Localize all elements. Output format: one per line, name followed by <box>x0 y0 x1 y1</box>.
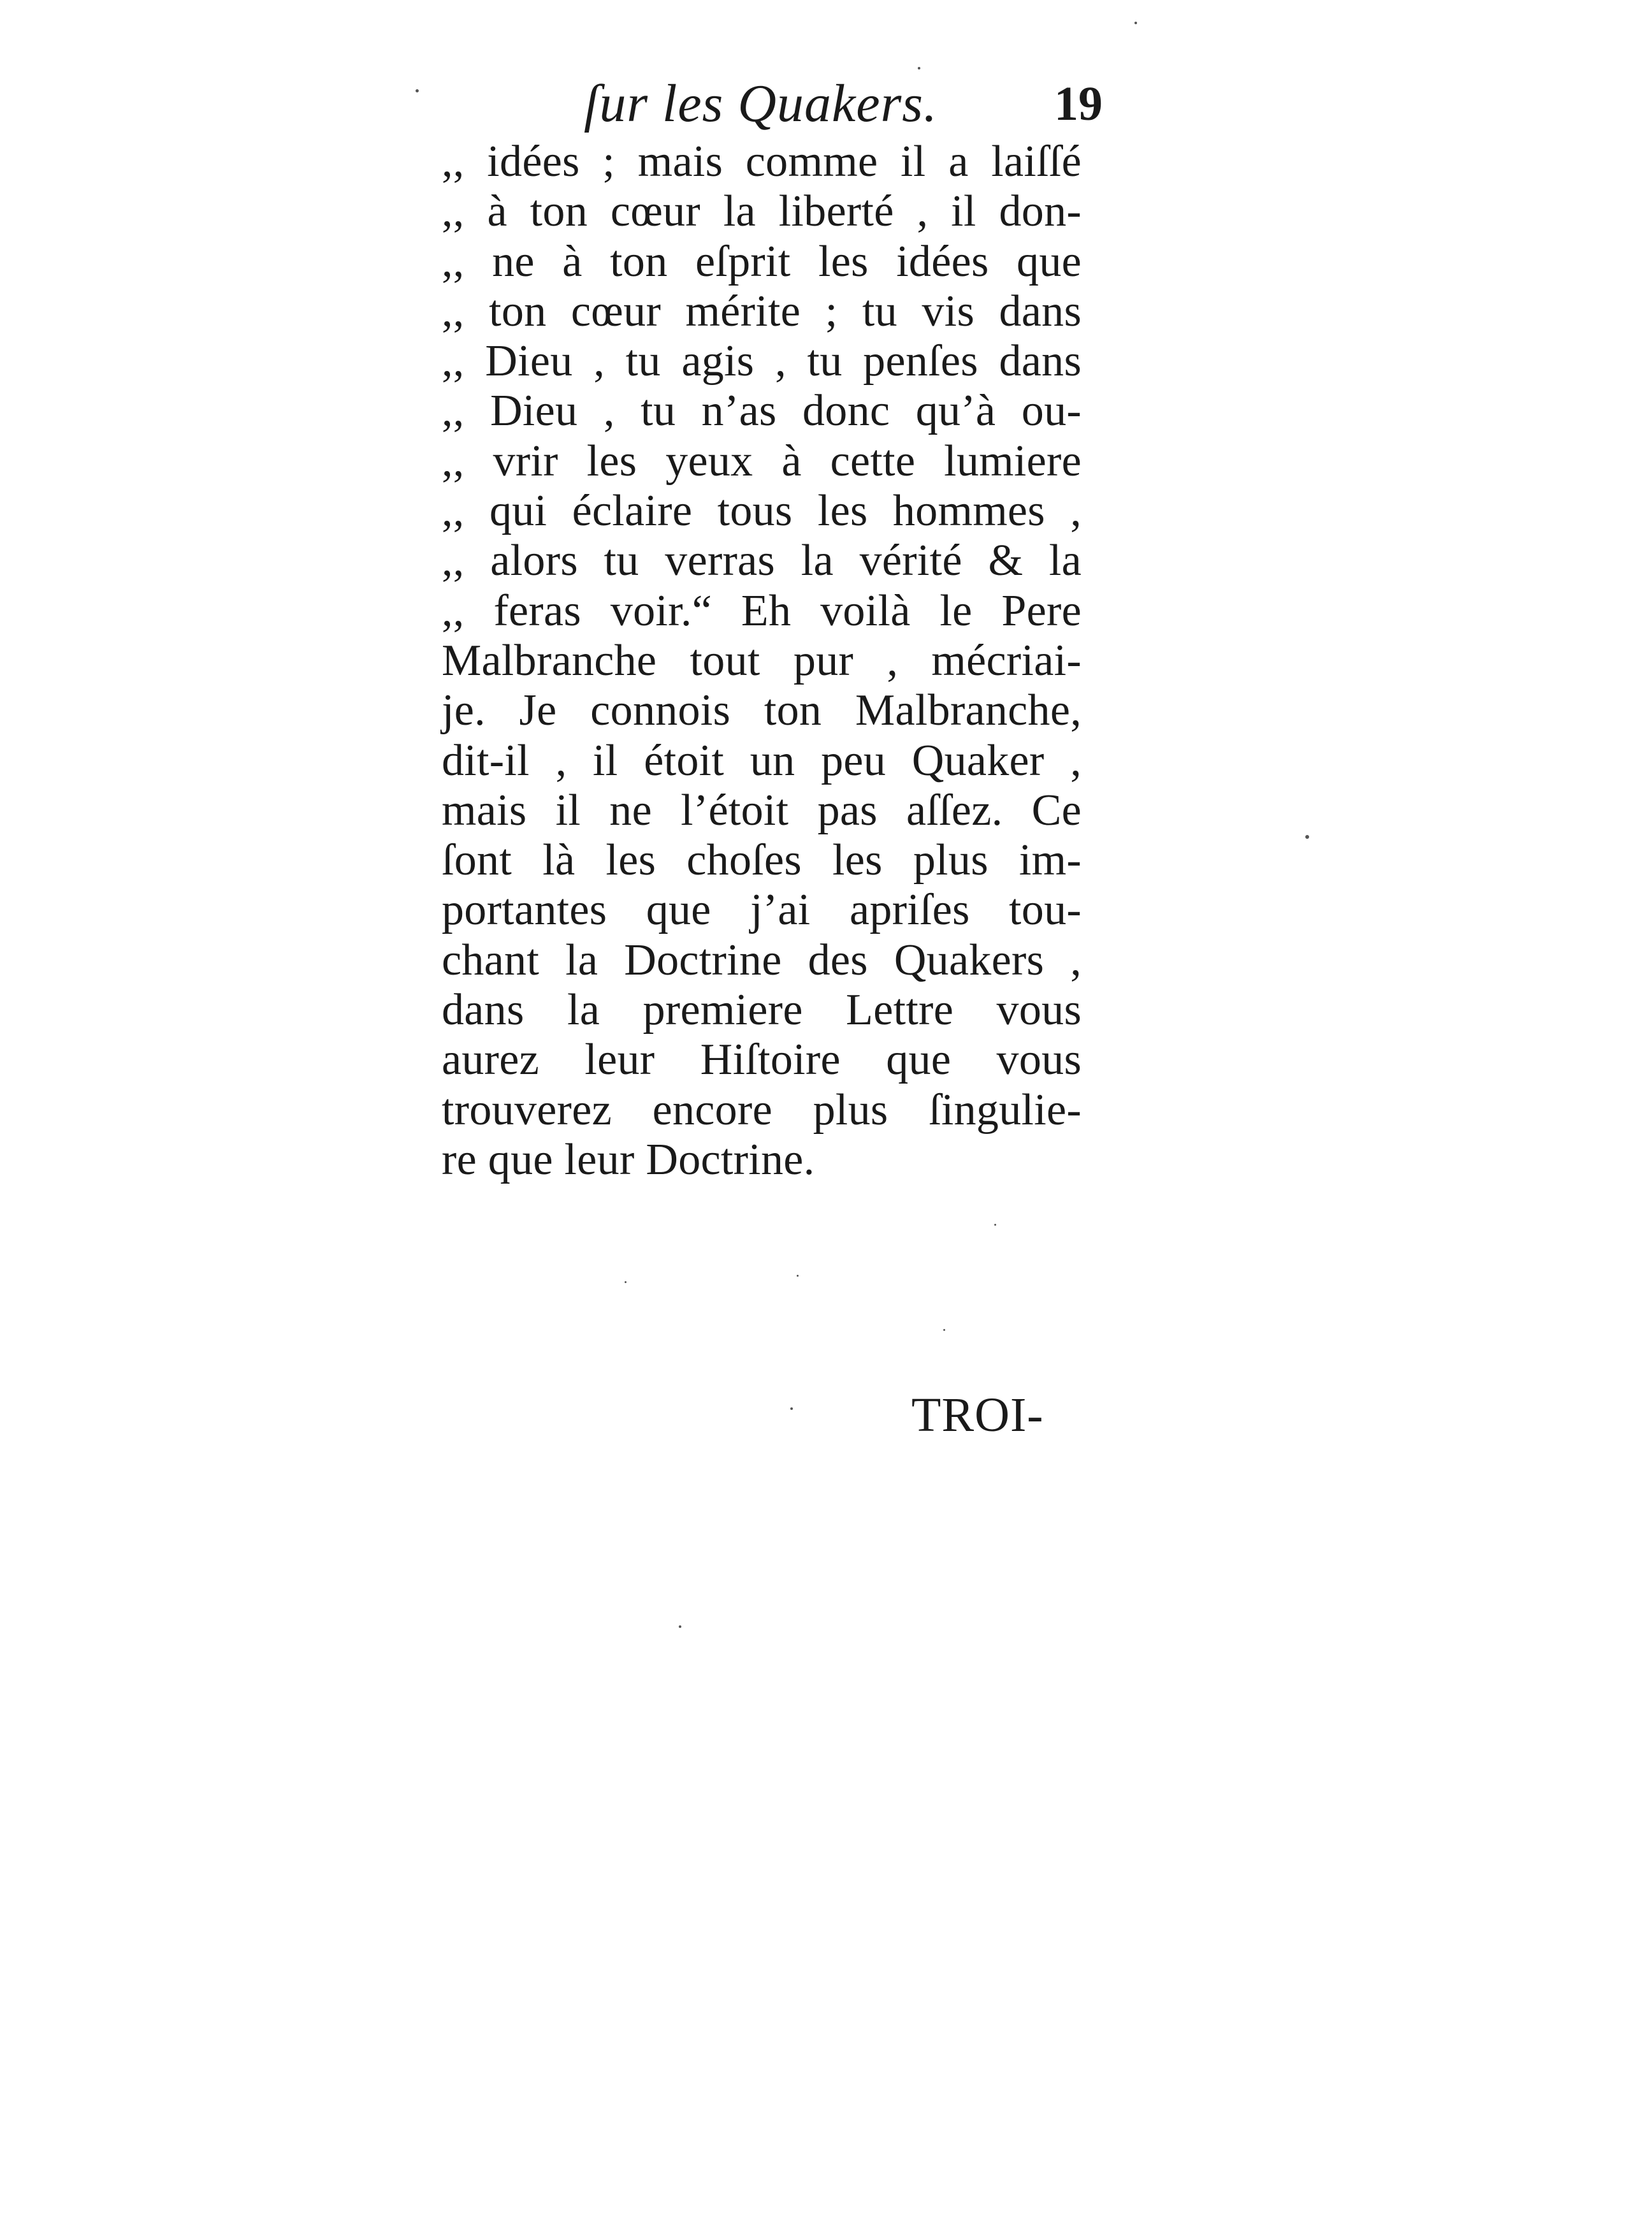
text-line: dit-il , il étoit un peu Quaker , <box>442 736 1082 785</box>
text-line: je. Je connois ton Malbranche, <box>442 686 1082 736</box>
paper-speck <box>943 1329 945 1331</box>
text-line: ,, ton cœur mérite ; tu vis dans <box>442 286 1082 336</box>
paper-speck <box>679 1625 681 1628</box>
paper-speck <box>790 1407 793 1410</box>
text-line: portantes que j’ai apriſes tou- <box>442 885 1082 935</box>
text-line: ,, qui éclaire tous les hommes , <box>442 486 1082 536</box>
text-line: mais il ne l’étoit pas aſſez. Ce <box>442 785 1082 835</box>
body-text <box>442 137 1082 1185</box>
text-line: Malbranche tout pur , mécriai- <box>442 635 1082 685</box>
text-line: chant la Doctrine des Quakers , <box>442 935 1082 985</box>
paper-speck <box>416 89 419 92</box>
running-title: ſur les Quakers. <box>584 74 938 133</box>
paper-speck <box>625 1281 627 1283</box>
text-line: re que leur Doctrine. <box>442 1135 815 1184</box>
text-line: ,, feras voir.“ Eh voilà le Pere <box>442 586 1082 635</box>
text-line: ,, idées ; mais comme il a laiſſé <box>442 137 1082 186</box>
text-line: ,, Dieu , tu n’as donc qu’à ou- <box>442 386 1082 436</box>
text-line: ,, ne à ton eſprit les idées que <box>442 236 1082 286</box>
text-line: ,, à ton cœur la liberté , il don- <box>442 187 1082 236</box>
paper-speck <box>994 1224 996 1226</box>
text-line: ſont là les choſes les plus im- <box>442 836 1082 885</box>
running-head <box>574 69 1115 139</box>
text-line: dans la premiere Lettre vous <box>442 985 1082 1035</box>
paper-speck <box>797 1275 799 1277</box>
text-line: trouverez encore plus ſingulie- <box>442 1085 1082 1135</box>
paper-speck <box>918 67 920 69</box>
text-line: aurez leur Hiſtoire que vous <box>442 1035 1082 1085</box>
text-line: ,, alors tu verras la vérité & la <box>442 536 1082 586</box>
text-line: ,, Dieu , tu agis , tu penſes dans <box>442 337 1082 386</box>
catchword: TROI- <box>911 1388 1044 1442</box>
page-number: 19 <box>1054 77 1103 131</box>
text-line: ,, vrir les yeux à cette lumiere <box>442 436 1082 486</box>
paper-speck <box>1134 22 1137 24</box>
paper-speck <box>1305 835 1309 839</box>
